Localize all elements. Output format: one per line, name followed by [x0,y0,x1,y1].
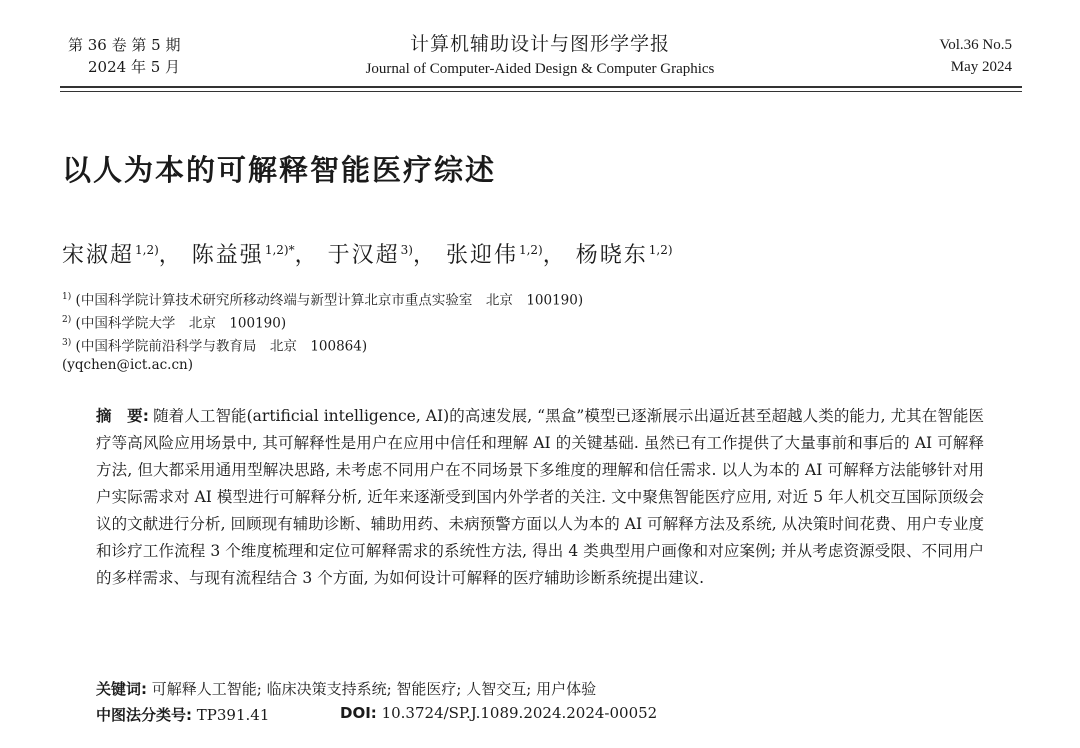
author-affil-mark: 1,2) [135,242,159,257]
header-rule-thick [60,86,1022,88]
author-separator: ， [158,243,183,268]
date-en: May 2024 [950,59,1012,75]
author-name: 宋淑超 [62,243,135,268]
contact-email[interactable]: (yqchen@ict.ac.cn) [62,357,193,373]
header-center [0,32,1080,80]
volume-cn: 第 36 卷 第 5 期 [68,36,181,54]
affiliation-text: (中国科学院大学 北京 100190) [75,315,287,332]
classification [96,704,269,725]
author-affil-mark: 1,2) [648,242,673,257]
affiliation-mark: 3) [62,338,72,348]
abstract [96,403,984,592]
abstract-label: 摘 要: [96,407,149,425]
keywords [96,678,596,699]
doi [340,704,657,722]
paper-title: 以人为本的可解释智能医疗综述 [62,153,497,187]
author-separator: ， [542,243,567,268]
classification-value: TP391.41 [196,706,270,724]
header-right [939,34,1012,78]
journal-title-cn: 计算机辅助设计与图形学学报 [409,33,670,55]
doi-label: DOI: [340,704,377,722]
header-rule-thin [60,91,1022,92]
author-name: 陈益强 [191,243,264,268]
volume-en: Vol.36 No.5 [939,37,1012,53]
keywords-text: 可解释人工智能; 临床决策支持系统; 智能医疗; 人智交互; 用户体验 [151,680,597,698]
affiliation-1 [62,287,583,311]
affiliation-text: (中国科学院计算技术研究所移动终端与新型计算北京市重点实验室 北京 100190) [75,292,584,309]
author-name: 于汉超 [327,243,400,268]
affiliation-2 [62,310,286,334]
author-separator: ， [412,243,437,268]
keywords-label: 关键词: [96,680,147,698]
author-list [62,238,673,269]
affiliation-mark: 1) [62,292,72,302]
affiliation-mark: 2) [62,315,72,325]
author-name: 杨晓东 [575,243,648,268]
author-separator: ， [294,243,319,268]
classification-label: 中图法分类号: [96,706,192,724]
author-affil-mark: 1,2)* [264,242,295,257]
journal-title-en: Journal of Computer-Aided Design & Computer Graphics [365,61,715,77]
doi-value[interactable]: 10.3724/SP.J.1089.2024.2024-00052 [381,704,658,722]
author-name: 张迎伟 [445,243,518,268]
date-cn: 2024 年 5 月 [88,58,181,76]
abstract-text: 随着人工智能(artificial intelligence, AI)的高速发展, “黑盒”模型已逐渐展示出逼近甚至超越人类的能力, 尤其在智能医疗等高风险应用场景中, 其可解释性是用户在应用中信任和理解 AI 的关键基础. 虽然已有工作提供了大量事前和事后的 AI 可解释方法, 但大都采用通用型解决思路, 未考虑不同用户在不同场景下多维度的理解和信任需求. 以人为本的 AI 可解释方法能够针对用户实际需求对 AI 模型进行可解释分析, 近年来逐渐受到国内外学者的关注. 文中聚焦智能医疗应用, 对近 5 年人机交互国际顶级会议的文献进行分析, 回顾现有辅助诊断、辅助用药、未病预警方面以人为本的 AI 可解释方法及系统, 从决策时间花费、用户专业度和诊疗工作流程 3 个维度梳理和定位可解释需求的系统性方法, 得出 4 类典型用户画像和对应案例; 并从考虑资源受限、不同用户的多样需求、与现有流程结合 3 个方面, 为如何设计可解释的医疗辅助诊断系统提出建议. [96,407,984,587]
affiliation-text: (中国科学院前沿科学与教育局 北京 100864) [75,338,368,355]
affiliation-3 [62,333,367,357]
author-affil-mark: 3) [400,242,413,257]
author-affil-mark: 1,2) [518,242,543,257]
